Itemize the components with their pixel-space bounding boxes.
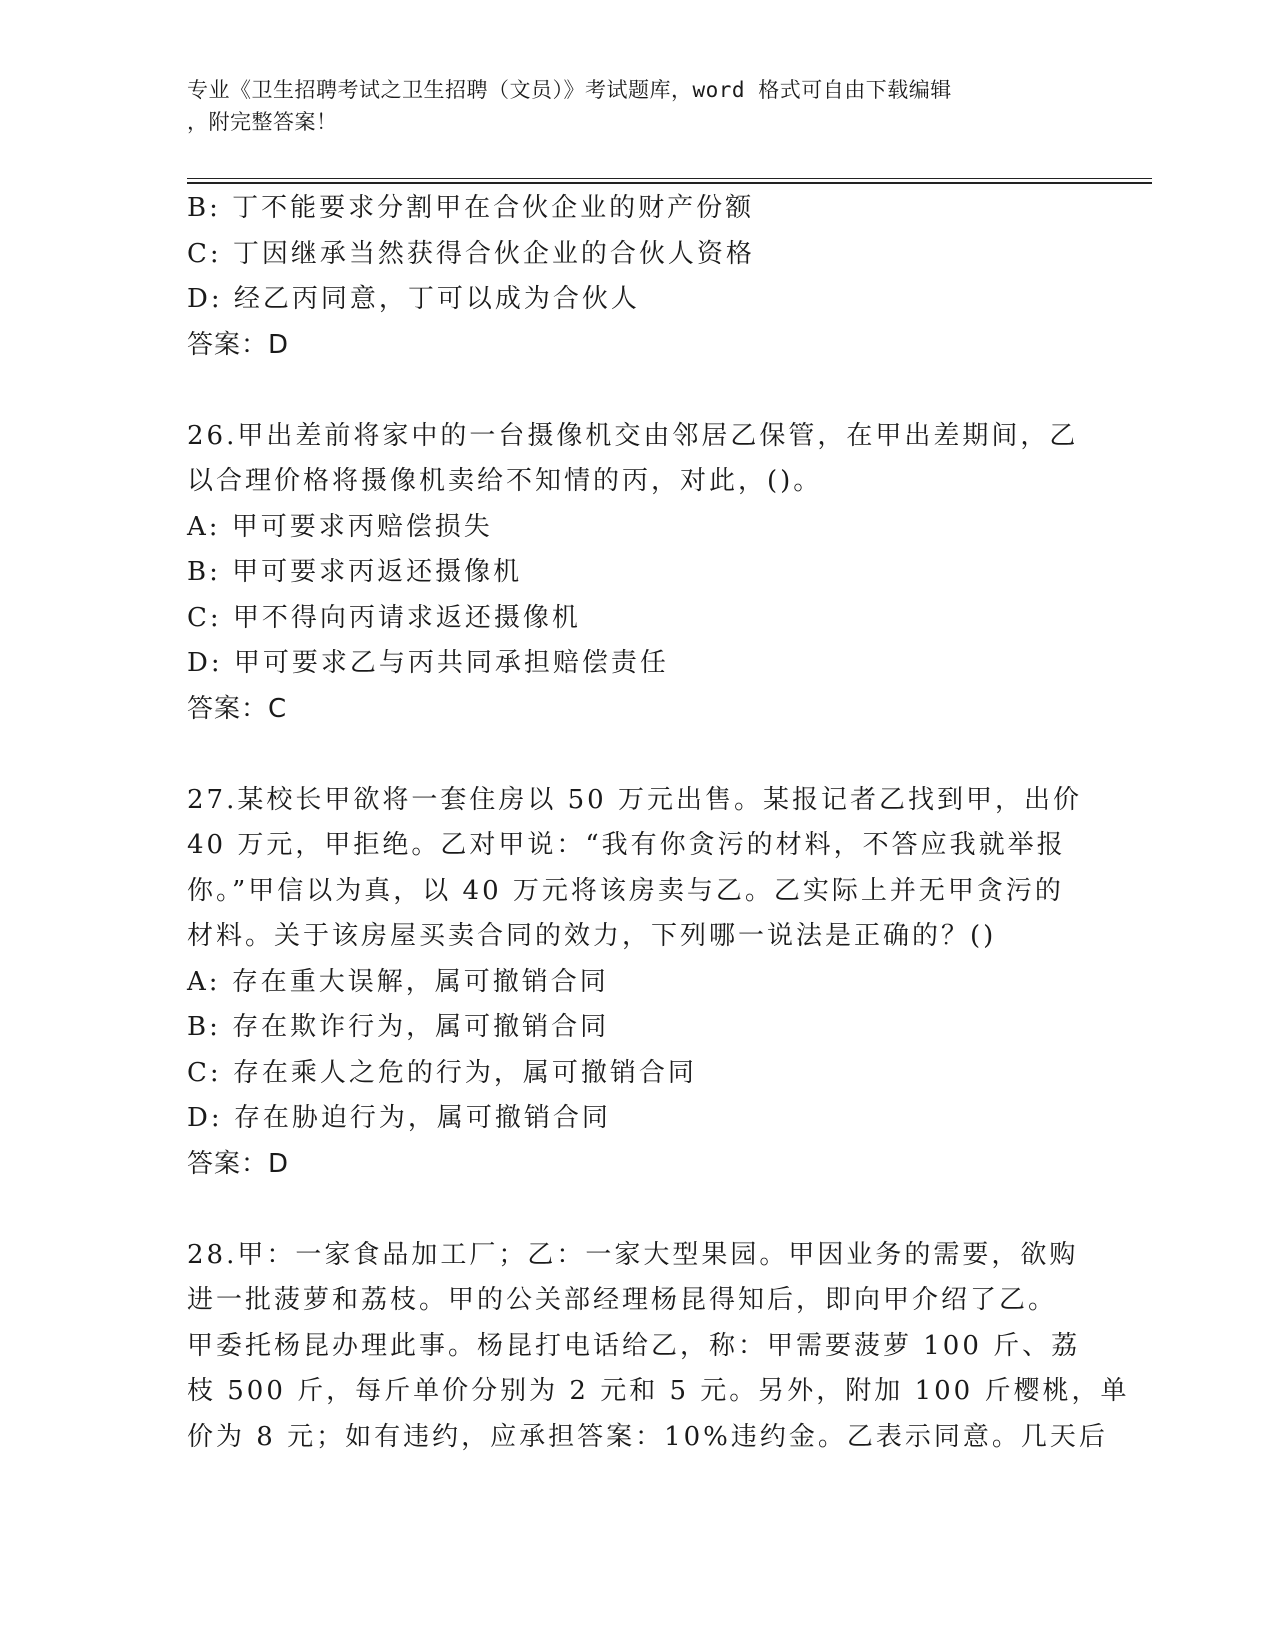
question-option: C: 甲不得向丙请求返还摄像机 xyxy=(187,602,581,633)
spacer xyxy=(187,368,1067,414)
question-stem-line: 40 万元，甲拒绝。乙对甲说：“我有你贪污的材料，不答应我就举报 xyxy=(187,830,1066,860)
question-26 xyxy=(187,414,1079,733)
header-line-1: 专业《卫生招聘考试之卫生招聘（文员）》考试题库，word 格式可自由下载编辑 xyxy=(187,78,952,102)
question-option: D: 经乙丙同意，丁可以成为合伙人 xyxy=(187,284,640,314)
question-stem-line: 27.某校长甲欲将一套住房以 50 万元出售。某报记者乙找到甲，出价 xyxy=(187,784,1082,815)
header-divider-thick xyxy=(187,182,1152,184)
question-stem-line: 枝 500 斤，每斤单价分别为 2 元和 5 元。另外，附加 100 斤樱桃，单 xyxy=(187,1376,1130,1406)
question-answer: 答案：C xyxy=(187,693,288,724)
question-28 xyxy=(187,1233,1130,1461)
question-stem-line: 以合理价格将摄像机卖给不知情的丙，对此，()。 xyxy=(187,466,823,496)
question-option: D: 存在胁迫行为，属可撤销合同 xyxy=(187,1103,611,1133)
question-stem-line: 甲委托杨昆办理此事。杨昆打电话给乙，称：甲需要菠萝 100 斤、荔 xyxy=(187,1330,1081,1361)
question-27 xyxy=(187,778,1082,1188)
question-option: B: 丁不能要求分割甲在合伙企业的财产份额 xyxy=(187,193,755,223)
header-divider-thin xyxy=(187,178,1152,179)
question-stem-line: 价为 8 元；如有违约，应承担答案：10%违约金。乙表示同意。几天后 xyxy=(187,1421,1108,1452)
question-option: A: 甲可要求丙赔偿损失 xyxy=(187,511,493,542)
question-option: D: 甲可要求乙与丙共同承担赔偿责任 xyxy=(187,648,669,678)
question-25-fragment xyxy=(187,186,1067,368)
document-body xyxy=(187,186,1130,1460)
document-header xyxy=(187,74,1067,138)
question-option: C: 存在乘人之危的行为，属可撤销合同 xyxy=(187,1057,697,1088)
question-option: B: 甲可要求丙返还摄像机 xyxy=(187,557,523,587)
question-stem-line: 28.甲：一家食品加工厂；乙：一家大型果园。甲因业务的需要，欲购 xyxy=(187,1239,1079,1270)
question-option: B: 存在欺诈行为，属可撤销合同 xyxy=(187,1012,610,1042)
spacer xyxy=(187,1187,1067,1233)
question-stem-line: 26.甲出差前将家中的一台摄像机交由邻居乙保管，在甲出差期间，乙 xyxy=(187,420,1079,451)
question-answer: 答案：D xyxy=(187,1148,290,1179)
question-option: A: 存在重大误解，属可撤销合同 xyxy=(187,966,609,997)
question-stem-line: 进一批菠萝和荔枝。甲的公关部经理杨昆得知后，即向甲介绍了乙。 xyxy=(187,1285,1058,1315)
spacer xyxy=(187,732,1067,778)
question-stem-line: 你。”甲信以为真，以 40 万元将该房卖与乙。乙实际上并无甲贪污的 xyxy=(187,875,1064,906)
question-stem-line: 材料。关于该房屋买卖合同的效力，下列哪一说法是正确的？() xyxy=(187,921,997,951)
question-answer: 答案：D xyxy=(187,329,290,360)
question-option: C: 丁因继承当然获得合伙企业的合伙人资格 xyxy=(187,238,755,269)
header-line-2: ，附完整答案！ xyxy=(187,110,338,134)
